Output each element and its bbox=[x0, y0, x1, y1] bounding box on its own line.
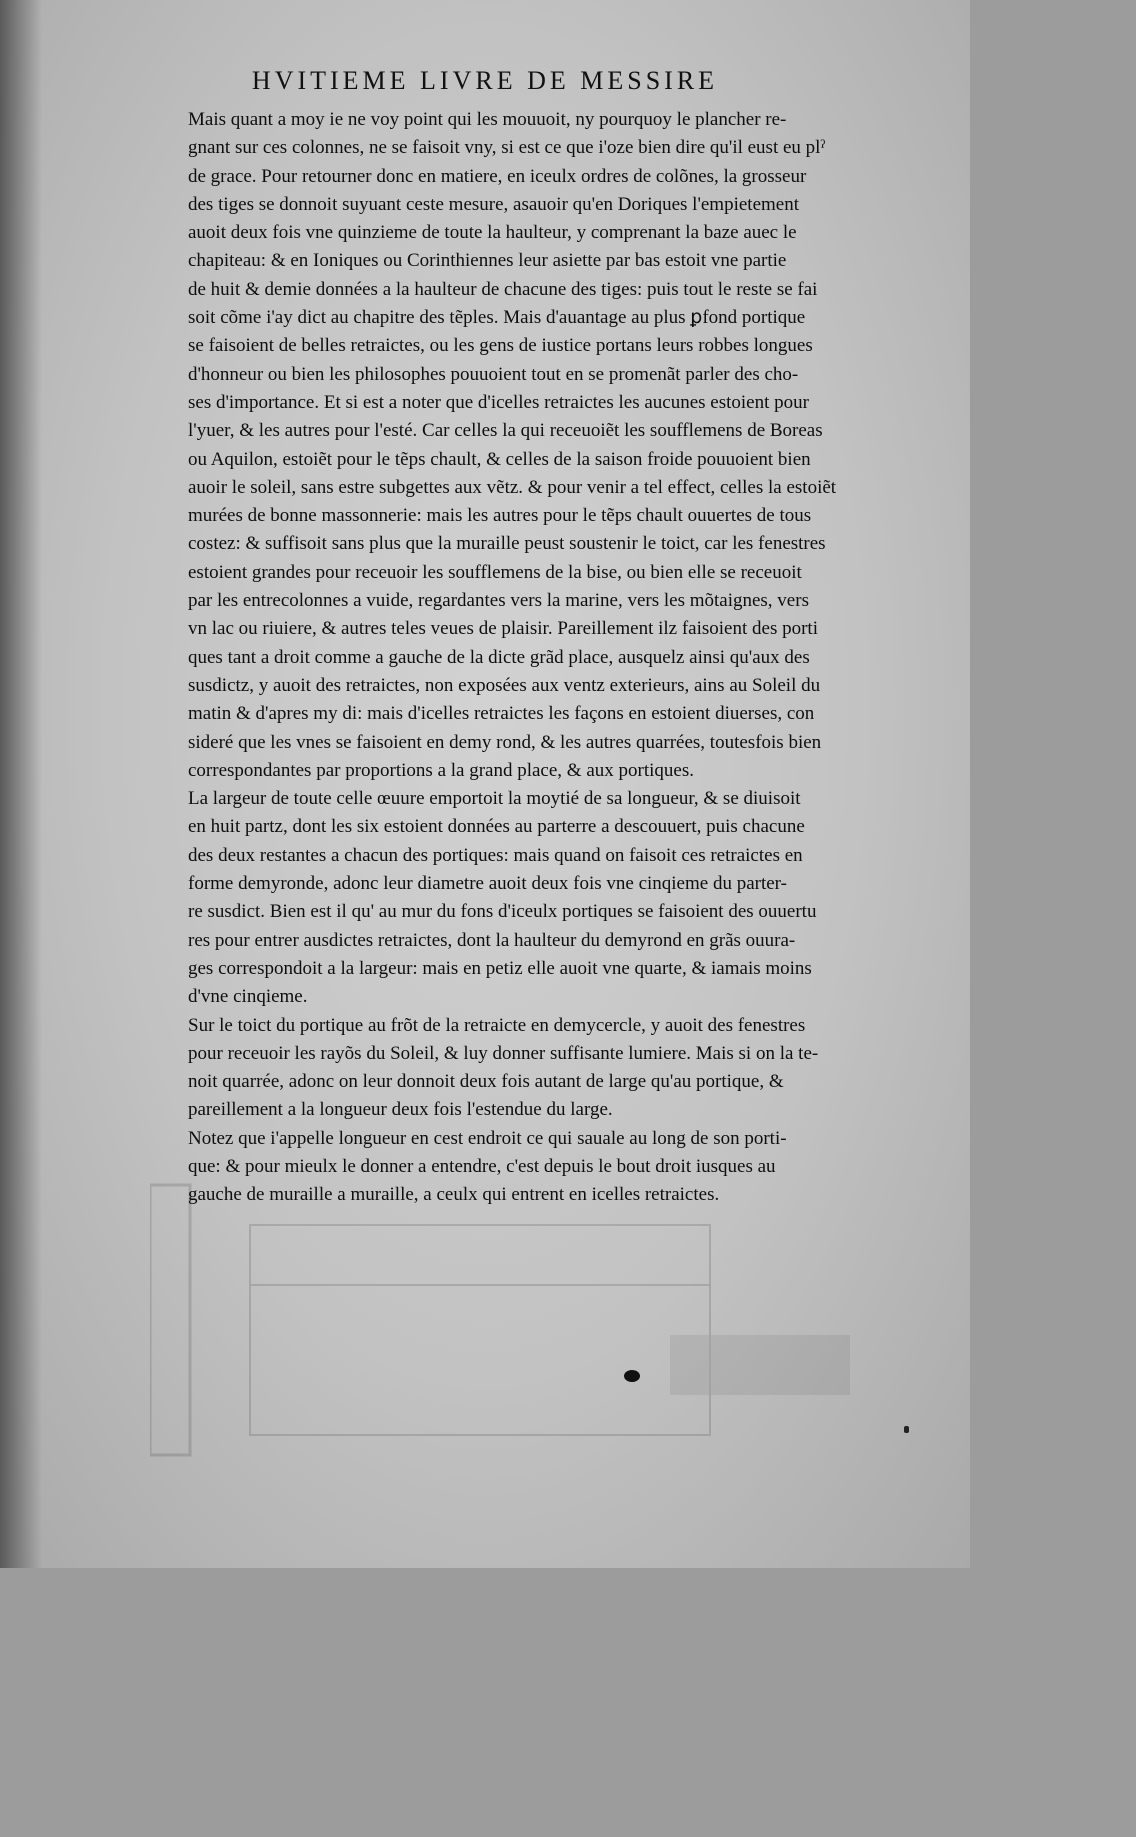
body-text bbox=[188, 106, 933, 1210]
text-line: Mais quant a moy ie ne voy point qui les mouuoit, ny pourquoy le plancher re- bbox=[188, 109, 787, 130]
text-line: d'honneur ou bien les philosophes pouuoient tout en se promenãt parler des cho- bbox=[188, 363, 799, 385]
paragraph-3 bbox=[188, 1012, 933, 1125]
text-line: l'yuer, & les autres pour l'esté. Car celles la qui receuoiẽt les soufflemens de Boreas bbox=[188, 420, 823, 442]
text-line: gauche de muraille a muraille, a ceulx qui entrent en icelles retraictes. bbox=[188, 1184, 720, 1206]
text-line: pour receuoir les rayõs du Soleil, & luy donner suffisante lumiere. Mais si on la te- bbox=[188, 1042, 819, 1064]
text-line: ses d'importance. Et si est a noter que d'icelles retraictes les aucunes estoient pour bbox=[188, 391, 809, 413]
text-line: ou Aquilon, estoiẽt pour le tẽps chault, & celles de la saison froide pouuoient bien bbox=[188, 448, 811, 470]
paragraph-1 bbox=[188, 106, 933, 785]
text-line: susdictz, y auoit des retraictes, non exposées aux ventz exterieurs, ains au Soleil du bbox=[188, 674, 821, 696]
text-line: auoir le soleil, sans estre subgettes aux vẽtz. & pour venir a tel effect, celles la estoiẽt bbox=[188, 476, 837, 498]
text-line: de huit & demie données a la haulteur de chacune des tiges: puis tout le reste se fai bbox=[188, 278, 818, 300]
text-line: murées de bonne massonnerie: mais les autres pour le tẽps chault ouuertes de tous bbox=[188, 505, 812, 527]
text-line: se faisoient de belles retraictes, ou les gens de iustice portans leurs robbes longues bbox=[188, 335, 813, 357]
text-line: ques tant a droit comme a gauche de la dicte grãd place, ausquelz ainsi qu'aux des bbox=[188, 646, 810, 668]
text-line: vn lac ou riuiere, & autres teles veues de plaisir. Pareillement ilz faisoient des porti bbox=[188, 618, 818, 640]
binding-shadow bbox=[0, 0, 42, 1568]
text-line: soit cõme i'ay dict au chapitre des tẽples. Mais d'auantage au plus ꝑfond portique bbox=[188, 307, 806, 329]
text-line: par les entrecolonnes a vuide, regardantes vers la marine, vers les mõtaignes, vers bbox=[188, 590, 809, 612]
text-line: Sur le toict du portique au frõt de la retraicte en demycercle, y auoit des fenestres bbox=[188, 1014, 806, 1036]
text-line: sideré que les vnes se faisoient en demy rond, & les autres quarrées, toutesfois bien bbox=[188, 731, 822, 753]
show-through-illustration bbox=[150, 1165, 870, 1465]
text-line: auoit deux fois vne quinzieme de toute la haulteur, y comprenant la baze auec le bbox=[188, 222, 797, 244]
ink-blot bbox=[624, 1370, 640, 1382]
text-line: des tiges se donnoit suyuant ceste mesure, asauoir qu'en Doriques l'empietement bbox=[188, 193, 799, 215]
text-line: que: & pour mieulx le donner a entendre, c'est depuis le bout droit iusques au bbox=[188, 1155, 776, 1177]
text-line: correspondantes par proportions a la grand place, & aux portiques. bbox=[188, 759, 694, 781]
text-line: matin & d'apres my di: mais d'icelles retraictes les façons en estoient diuerses, con bbox=[188, 703, 815, 725]
text-line: ges correspondoit a la largeur: mais en petiz elle auoit vne quarte, & iamais moins bbox=[188, 957, 812, 979]
ink-speck bbox=[904, 1426, 909, 1433]
text-line: de grace. Pour retourner donc en matiere, en iceulx ordres de colõnes, la grosseur bbox=[188, 165, 807, 187]
text-line: res pour entrer ausdictes retraictes, dont la haulteur du demyrond en grãs ouura- bbox=[188, 929, 796, 951]
text-line: La largeur de toute celle œuure emportoit la moytié de sa longueur, & se diuisoit bbox=[188, 788, 801, 810]
text-line: d'vne cinqieme. bbox=[188, 986, 308, 1008]
text-line: chapiteau: & en Ioniques ou Corinthiennes leur asiette par bas estoit vne partie bbox=[188, 250, 787, 272]
text-line: gnant sur ces colonnes, ne se faisoit vny, si est ce que i'oze bien dire qu'il eust eu plˀ bbox=[188, 137, 826, 159]
text-line: en huit partz, dont les six estoient données au parterre a descouuert, puis chacune bbox=[188, 816, 805, 838]
text-line: noit quarrée, adonc on leur donnoit deux fois autant de large qu'au portique, & bbox=[188, 1071, 784, 1093]
text-line: forme demyronde, adonc leur diametre auoit deux fois vne cinqieme du parter- bbox=[188, 873, 787, 895]
running-header: HVITIEME LIVRE DE MESSIRE bbox=[251, 66, 719, 95]
text-line: Notez que i'appelle longueur en cest endroit ce qui sauale au long de son porti- bbox=[188, 1127, 787, 1149]
text-line: pareillement a la longueur deux fois l'estendue du large. bbox=[188, 1099, 613, 1121]
text-line: des deux restantes a chacun des portiques: mais quand on faisoit ces retraictes en bbox=[188, 844, 803, 866]
text-line: costez: & suffisoit sans plus que la muraille peust soustenir le toict, car les fenestres bbox=[188, 533, 826, 555]
paragraph-2 bbox=[188, 785, 933, 1011]
text-line: re susdict. Bien est il qu' au mur du fons d'iceulx portiques se faisoient des ouuertu bbox=[188, 901, 817, 923]
text-line: estoient grandes pour receuoir les soufflemens de la bise, ou bien elle se receuoit bbox=[188, 561, 802, 583]
